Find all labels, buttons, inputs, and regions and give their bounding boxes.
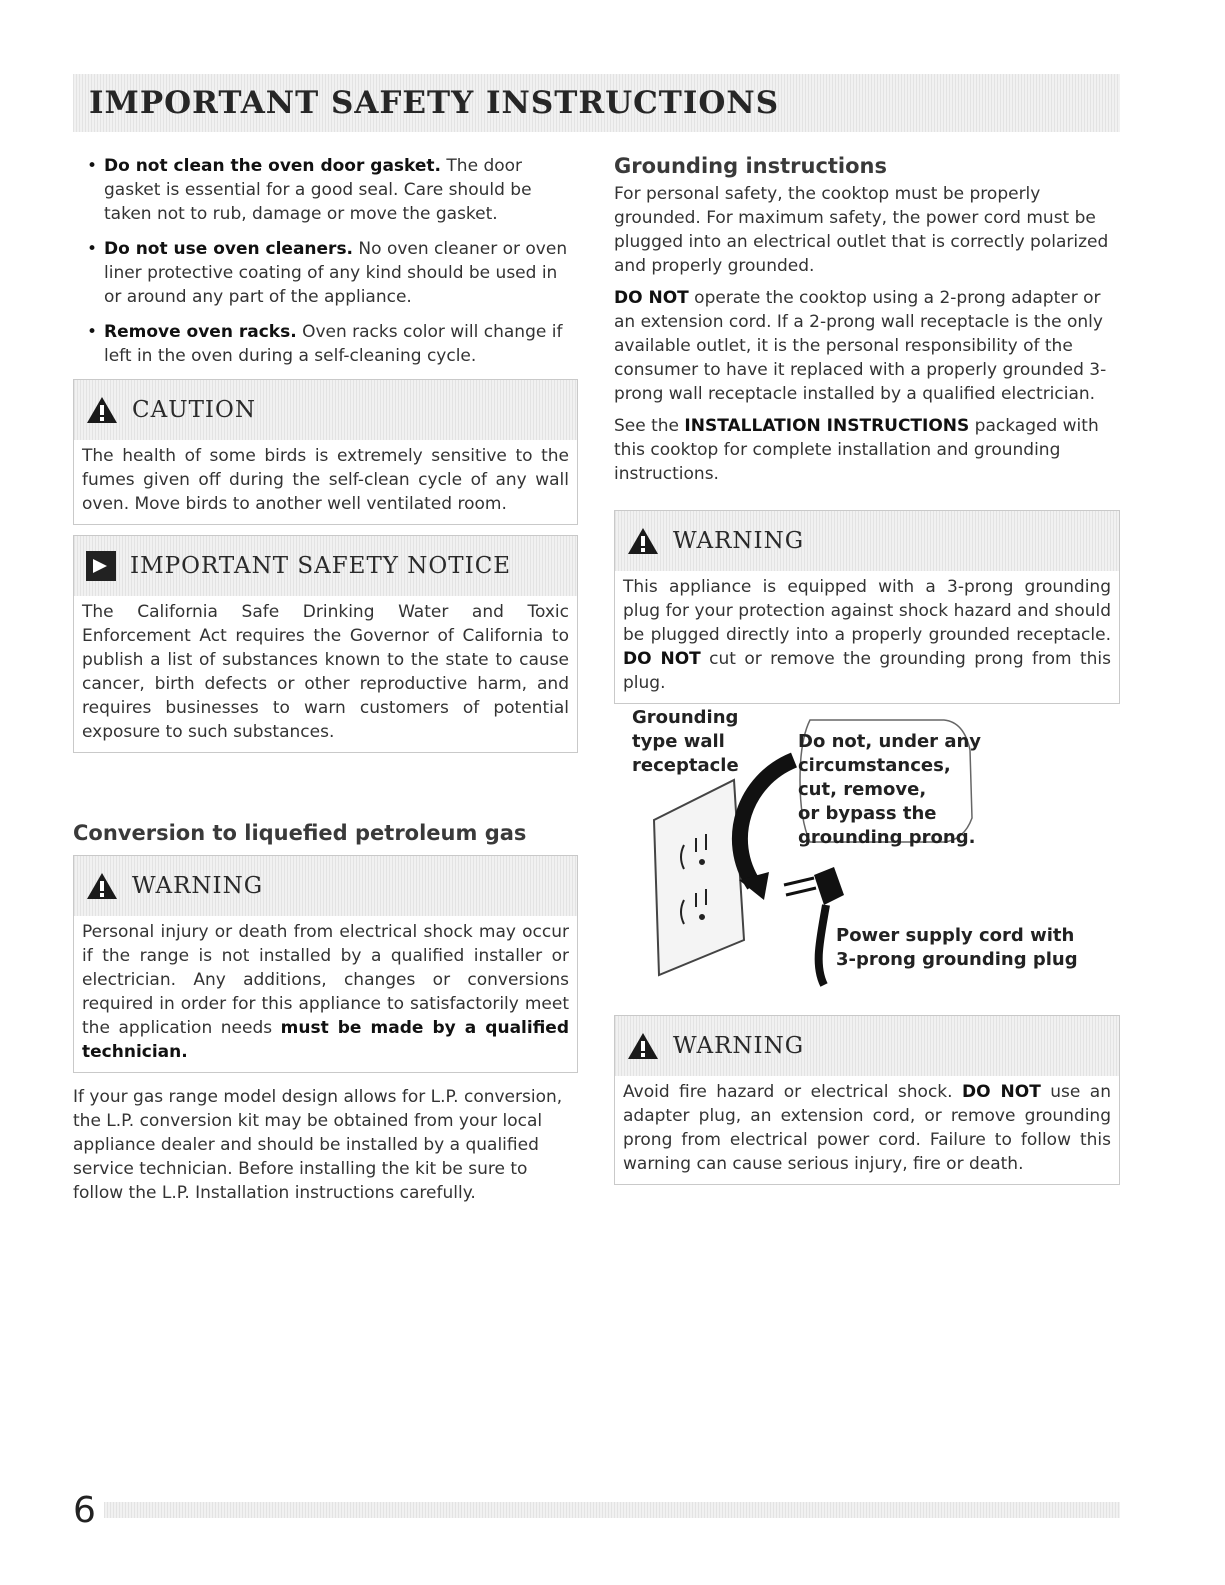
caution-text: The health of some birds is extremely sensitive to the fumes given off during the self-clean cycle of any wall oven. Move birds to another well ventilated room.	[82, 446, 569, 514]
grounding-warning-title: WARNING	[673, 528, 805, 554]
bullet-list	[73, 154, 578, 368]
list-item: • Do not use oven cleaners. No oven cleaner or oven liner protective coating of any kind should be used in or around any part of the appliance.	[87, 237, 578, 309]
safety-notice-text: The California Safe Drinking Water and Toxic Enforcement Act requires the Governor of California to publish a list of substances known to the state to cause cancer, birth defects or other reproductive harm, and requires businesses to warn customers of potential exposure to such substances.	[82, 602, 569, 742]
list-item: • Do not clean the oven door gasket. The door gasket is essential for a good seal. Care should be taken not to rub, damage or move the gasket.	[87, 154, 578, 226]
right-column	[614, 154, 1120, 704]
grounding-paragraph-2: DO NOT operate the cooktop using a 2-prong adapter or an extension cord. If a 2-prong wall receptacle is the only available outlet, it is the personal responsibility of the consumer to have it replaced with a properly grounded 3-prong wall receptacle installed by a qualified electrician.	[614, 288, 1107, 404]
caution-box	[73, 379, 578, 525]
footer-bar	[104, 1502, 1120, 1518]
lp-warning-text: Personal injury or death from electrical shock may occur if the range is not installed by a qualified installer or electrician. Any additions, changes or conversions required in order for this appliance to satisfactorily meet the application needs must be made by a qualified technician.	[82, 922, 569, 1062]
grounding-warning-text: This appliance is equipped with a 3-prong grounding plug for your protection against shock hazard and should be plugged directly into a properly grounded receptacle. DO NOT cut or remove the grounding prong from this plug.	[623, 577, 1111, 693]
warning-triangle-icon	[86, 872, 118, 900]
cord-warning-header	[615, 1016, 1119, 1076]
caution-title: CAUTION	[132, 397, 256, 423]
cord-warning-title: WARNING	[673, 1033, 805, 1059]
safety-notice-box	[73, 535, 578, 753]
page-header	[73, 74, 1120, 132]
caution-header	[74, 380, 577, 440]
lp-warning-title: WARNING	[132, 873, 264, 899]
receptacle-label: Grounding type wall receptacle	[632, 707, 739, 776]
cord-warning-text: Avoid fire hazard or electrical shock. DO NOT use an adapter plug, an extension cord, or remove grounding prong from electrical power cord. Failure to follow this warning can cause serious injury, fire or death.	[623, 1082, 1111, 1174]
grounding-diagram	[614, 700, 1120, 1000]
page-footer	[73, 1490, 1120, 1530]
lp-warning-box	[73, 855, 578, 1073]
grounding-paragraph-3: See the INSTALLATION INSTRUCTIONS packaged with this cooktop for complete installation and grounding instructions.	[614, 416, 1099, 484]
grounding-paragraph-1: For personal safety, the cooktop must be properly grounded. For maximum safety, the power cord must be plugged into an electrical outlet that is correctly polarized and properly grounded.	[614, 184, 1109, 276]
warning-triangle-icon	[627, 1032, 659, 1060]
grounding-warning-header	[615, 511, 1119, 571]
page-number: 6	[73, 1489, 96, 1531]
safety-notice-header	[74, 536, 577, 596]
lp-heading: Conversion to liquefied petroleum gas	[73, 821, 527, 845]
page-title: IMPORTANT SAFETY INSTRUCTIONS	[89, 85, 780, 121]
safety-notice-title: IMPORTANT SAFETY NOTICE	[130, 553, 512, 579]
callout-text: Do not, under any circumstances, cut, remove, or bypass the grounding prong.	[798, 731, 982, 848]
warning-triangle-icon	[627, 527, 659, 555]
arrow-box-icon	[86, 551, 116, 581]
left-column	[73, 154, 578, 1213]
cord-label: Power supply cord with 3-prong grounding plug	[836, 925, 1078, 970]
grounding-heading: Grounding instructions	[614, 154, 887, 178]
list-item: • Remove oven racks. Oven racks color will change if left in the oven during a self-cleaning cycle.	[87, 320, 578, 368]
cord-warning-box	[614, 1015, 1120, 1185]
lp-warning-header	[74, 856, 577, 916]
grounding-warning-box	[614, 510, 1120, 704]
warning-triangle-icon	[86, 396, 118, 424]
lp-paragraph: If your gas range model design allows for L.P. conversion, the L.P. conversion kit may be obtained from your local appliance dealer and should be installed by a qualified service technician. Before installing the kit be sure to follow the L.P. Installation instructions carefully.	[73, 1087, 563, 1203]
